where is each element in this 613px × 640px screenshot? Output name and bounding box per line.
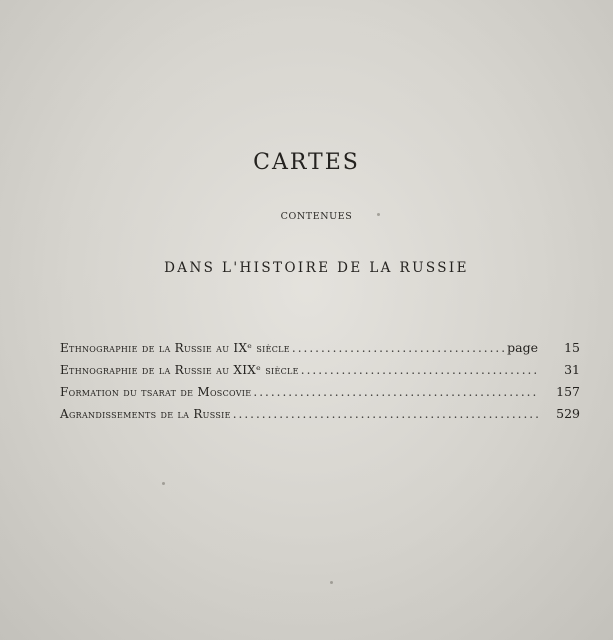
toc-entry [60, 406, 580, 428]
paper-speck [162, 482, 165, 485]
toc-page-number: 15 [564, 340, 580, 355]
toc-entry-title: Ethnographie de la Russie au XIXᵉ siècle [60, 363, 299, 377]
paper-speck [377, 213, 380, 216]
toc-entry-title: Agrandissements de la Russie [60, 407, 231, 421]
toc-page-number: 529 [556, 406, 580, 421]
paper-speck [330, 581, 333, 584]
toc-entry [60, 340, 580, 362]
dot-leader [301, 363, 538, 377]
toc-page-number: 157 [556, 384, 580, 399]
page-heading: DANS L'HISTOIRE DE LA RUSSIE [164, 260, 469, 276]
page-subtitle: CONTENUES [280, 211, 353, 222]
dot-leader [253, 385, 538, 399]
page-title: CARTES [253, 150, 360, 175]
toc-entry-title: Ethnographie de la Russie au IXᵉ siècle [60, 341, 290, 355]
dot-leader [292, 341, 505, 355]
toc-entry [60, 362, 580, 384]
toc-page-number: 31 [564, 362, 580, 377]
table-of-contents [60, 340, 580, 428]
dot-leader [233, 407, 538, 421]
toc-page-word: page [507, 340, 538, 355]
toc-entry-title: Formation du tsarat de Moscovie [60, 385, 252, 399]
toc-entry [60, 384, 580, 406]
